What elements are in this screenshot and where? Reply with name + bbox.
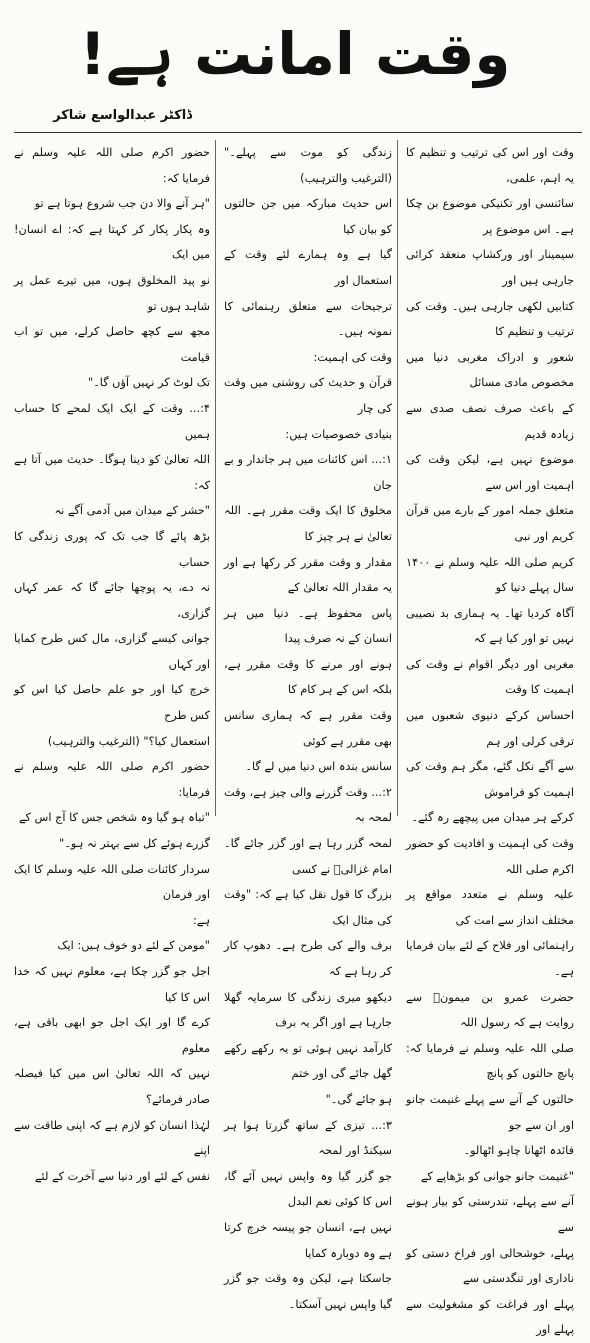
text-line: وقت اور اس کی ترتیب و تنظیم کا یہ اہم، علمی،: [406, 146, 574, 185]
text-line: خرچ کیا اور جو علم حاصل کیا اس کو کس طرح: [14, 683, 210, 723]
text-column-middle: [224, 140, 392, 1311]
text-line: لمحہ گزر رہا ہے اور گزر جائے گا۔ امام غزالیؒ نے کسی: [224, 837, 392, 876]
text-line: اس حدیث مبارکہ میں جن حالتوں کو بیان کیا: [224, 197, 392, 236]
text-line: مغربی اور دیگر اقوام نے وقت کی اہمیت کا وقت: [406, 657, 574, 697]
text-line: کارآمد نہیں ہوئی تو یہ رکھے رکھے گھل جائے گی اور ختم: [224, 1041, 392, 1081]
text-line: مخلوق کا ایک وقت مقرر ہے۔ اللہ تعالیٰ نے ہر چیز کا: [224, 504, 392, 543]
text-line: کے باعث صرف نصف صدی سے زیادہ قدیم: [406, 401, 574, 441]
text-line: "غنیمت جانو جوانی کو بڑھاپے کے: [420, 1169, 574, 1183]
text-line: ہونے اور مرنے کا وقت مقرر ہے، بلکہ اس کے ہر کام کا: [224, 657, 392, 697]
column-divider: [215, 140, 216, 816]
text-line: "حشر کے میدان میں آدمی آگے نہ: [54, 504, 210, 518]
text-line: پہلے اور فراغت کو مشغولیت سے پہلے اور: [406, 1297, 574, 1337]
text-line: پاس محفوظ ہے۔ دنیا میں ہر انسان کے نہ صرف پیدا: [224, 606, 392, 646]
text-line: استعمال کیا؟" (الترغیب والترہیب): [47, 734, 210, 748]
header-divider: [14, 132, 582, 133]
text-line: تک لوٹ کر نہیں آؤں گا۔": [87, 376, 210, 390]
text-line: بنیادی خصوصیات ہیں:: [285, 427, 392, 441]
text-line: آگاہ کردیا تھا۔ یہ ہماری بد نصیبی نہیں تو اور کیا ہے کہ: [406, 606, 574, 646]
text-line: سانس بندہ اس دنیا میں لے گا۔: [245, 760, 392, 774]
text-line: شعور و ادراک مغربی دنیا میں مخصوص مادی مسائل: [406, 350, 574, 390]
article-title: وقت امانت ہے!: [79, 20, 511, 88]
text-line: ہو جائے گی۔": [325, 1092, 392, 1106]
text-line: نہ دے، یہ پوچھا جائے گا کہ عمر کہاں گزاری،: [14, 581, 210, 620]
text-line: کرے گا اور ایک اجل جو ابھی باقی ہے، معلوم: [14, 1016, 210, 1055]
author-name: ڈاکٹر عبدالواسع شاکر: [53, 108, 192, 123]
text-line: بزرگ کا قول نقل کیا ہے کہ: "وقت کی مثال ایک: [224, 888, 392, 927]
text-line: "ہر آنے والا دن جب شروع ہوتا ہے تو: [34, 197, 210, 211]
text-line: کرکے ہر میدان میں پیچھے رہ گئے۔: [411, 811, 574, 825]
text-line: زندگی کو موت سے پہلے۔" (الترغیب والترہیب): [224, 146, 392, 185]
text-line: ۴:... وقت کے ایک ایک لمحے کا حساب ہمیں: [14, 401, 210, 441]
text-line: آنے سے پہلے، تندرستی کو بیار ہونے سے: [406, 1195, 574, 1234]
text-line: برف والے کی طرح ہے۔ دھوپ کار کر رہا ہے کہ: [224, 939, 392, 978]
text-line: ۲:... وقت گزرنے والی چیز ہے، وقت لمحہ بہ: [224, 785, 392, 825]
text-line: اجل جو گزر چکا ہے، معلوم نہیں کہ خدا اس کا کیا: [14, 965, 210, 1004]
text-line: سیمینار اور ورکشاپ منعقد کرائی جارہی ہیں اور: [406, 248, 574, 287]
text-line: موضوع نہیں ہے، لیکن وقت کی اہمیت اور اس سے: [406, 453, 574, 492]
text-line: قرآن و حدیث کی روشنی میں وقت کی چار: [224, 376, 392, 415]
text-line: لہٰذا انسان کو لازم ہے کہ اپنی طاقت سے اپنے: [14, 1118, 210, 1158]
text-line: کتابیں لکھی جارہی ہیں۔ وقت کی ترتیب و تنظیم کا: [406, 299, 574, 339]
text-line: "مومن کے لئے دو خوف ہیں: ایک: [57, 939, 210, 953]
text-line: جو گزر گیا وہ واپس نہیں آئے گا، اس کا کوئی نعم البدل: [224, 1169, 392, 1209]
text-line: وقت کی اہمیت:: [313, 350, 392, 364]
text-line: علیہ وسلم نے متعدد مواقع پر مختلف انداز سے امت کی: [406, 888, 574, 927]
text-line: نفس کے لئے اور دنیا سے آخرت کے لئے: [34, 1169, 210, 1183]
text-line: راہنمائی اور فلاح کے لئے بیان فرمایا ہے۔: [406, 939, 574, 978]
text-line: حالتوں کے آنے سے پہلے غنیمت جانو اور ان سے جو: [406, 1092, 574, 1132]
text-line: پہلے، خوشحالی اور فراخ دستی کو ناداری اور تنگدستی سے: [406, 1246, 574, 1286]
text-line: "تباہ ہو گیا وہ شخص جس کا آج اس کے: [18, 811, 210, 825]
text-line: سردار کائنات صلی اللہ علیہ وسلم کا ایک اور فرمان: [14, 862, 210, 902]
text-line: مقدار و وقت مقرر کر رکھا ہے اور یہ مقدار اللہ تعالیٰ کے: [224, 555, 392, 595]
text-line: سائنسی اور تکنیکی موضوع بن چکا ہے۔ اس موضوع پر: [406, 197, 574, 236]
text-line: وہ پکار پکار کر کہتا ہے کہ: اے انسان! میں ایک: [14, 222, 210, 262]
text-line: سے آگے نکل گئے، مگر ہم وقت کی اہمیت کو فراموش: [406, 760, 574, 799]
text-line: وقت مقرر ہے کہ ہماری سانس بھی مقرر ہے کوئی: [224, 709, 392, 748]
text-line: کریم صلی اللہ علیہ وسلم نے ۱۴۰۰ سال پہلے دنیا کو: [406, 555, 574, 595]
text-line: وقت کی اہمیت و افادیت کو حضور اکرم صلی اللہ: [406, 837, 574, 876]
text-line: گیا ہے وہ ہمارے لئے وقت کے استعمال اور: [224, 248, 392, 287]
text-line: مجھ سے کچھ حاصل کرلے، میں تو اب قیامت: [14, 325, 210, 364]
text-line: اللہ تعالیٰ کو دینا ہوگا۔ حدیث میں آتا ہے کہ:: [14, 453, 210, 492]
text-line: بڑھ پائے گا جب تک کہ پوری زندگی کا حساب: [14, 529, 210, 569]
text-line: ۱:... اس کائنات میں ہر جاندار و بے جان: [224, 453, 392, 492]
text-line: نہیں ہے، انسان جو پیسہ خرچ کرتا ہے وہ دوبارہ کمایا: [224, 1220, 392, 1260]
text-line: احساس کرکے دنیوی شعبوں میں ترقی کرلی اور ہم: [406, 709, 574, 748]
column-divider: [397, 140, 398, 816]
text-line: ہے:: [192, 913, 210, 927]
text-line: نہیں کہ اللہ تعالیٰ اس میں کیا فیصلہ صادر فرمائے؟: [14, 1067, 210, 1106]
text-line: گزرے ہوئے کل سے بہتر نہ ہو۔": [59, 837, 210, 851]
text-line: حضور اکرم صلی اللہ علیہ وسلم نے فرمایا:: [14, 760, 210, 799]
text-line: جوانی کیسے گزاری، مال کس طرح کمایا اور کہاں: [14, 632, 210, 671]
text-line: فائدہ اٹھانا چاہو اٹھالو۔: [463, 1144, 574, 1158]
text-line: حضور اکرم صلی اللہ علیہ وسلم نے فرمایا کہ:: [14, 146, 210, 185]
text-line: صلی اللہ علیہ وسلم نے فرمایا کہ: پانچ حالتوں کو پانچ: [406, 1041, 574, 1081]
text-line: ۳:... تیزی کے ساتھ گزرتا ہوا ہر سیکنڈ اور لمحہ: [224, 1118, 392, 1158]
text-line: حضرت عمرو بن میمونؓ سے روایت ہے کہ رسول اللہ: [406, 990, 574, 1030]
text-line: جاسکتا ہے، لیکن وہ وقت جو گزر گیا واپس نہیں آسکتا۔: [224, 1272, 392, 1311]
text-column-right: [406, 140, 574, 1337]
text-line: متعلق جملہ امور کے بارے میں قرآن کریم اور نبی: [406, 504, 574, 543]
text-line: نو پید المخلوق ہوں، میں تیرے عمل پر شاہد ہوں تو: [14, 273, 210, 313]
text-line: دیکھو میری زندگی کا سرمایہ گھلا جارہا ہے اور اگر یہ برف: [224, 990, 392, 1030]
text-column-left: [14, 140, 210, 1183]
text-line: ترجیحات سے متعلق رہنمائی کا نمونہ ہیں۔: [224, 299, 392, 339]
